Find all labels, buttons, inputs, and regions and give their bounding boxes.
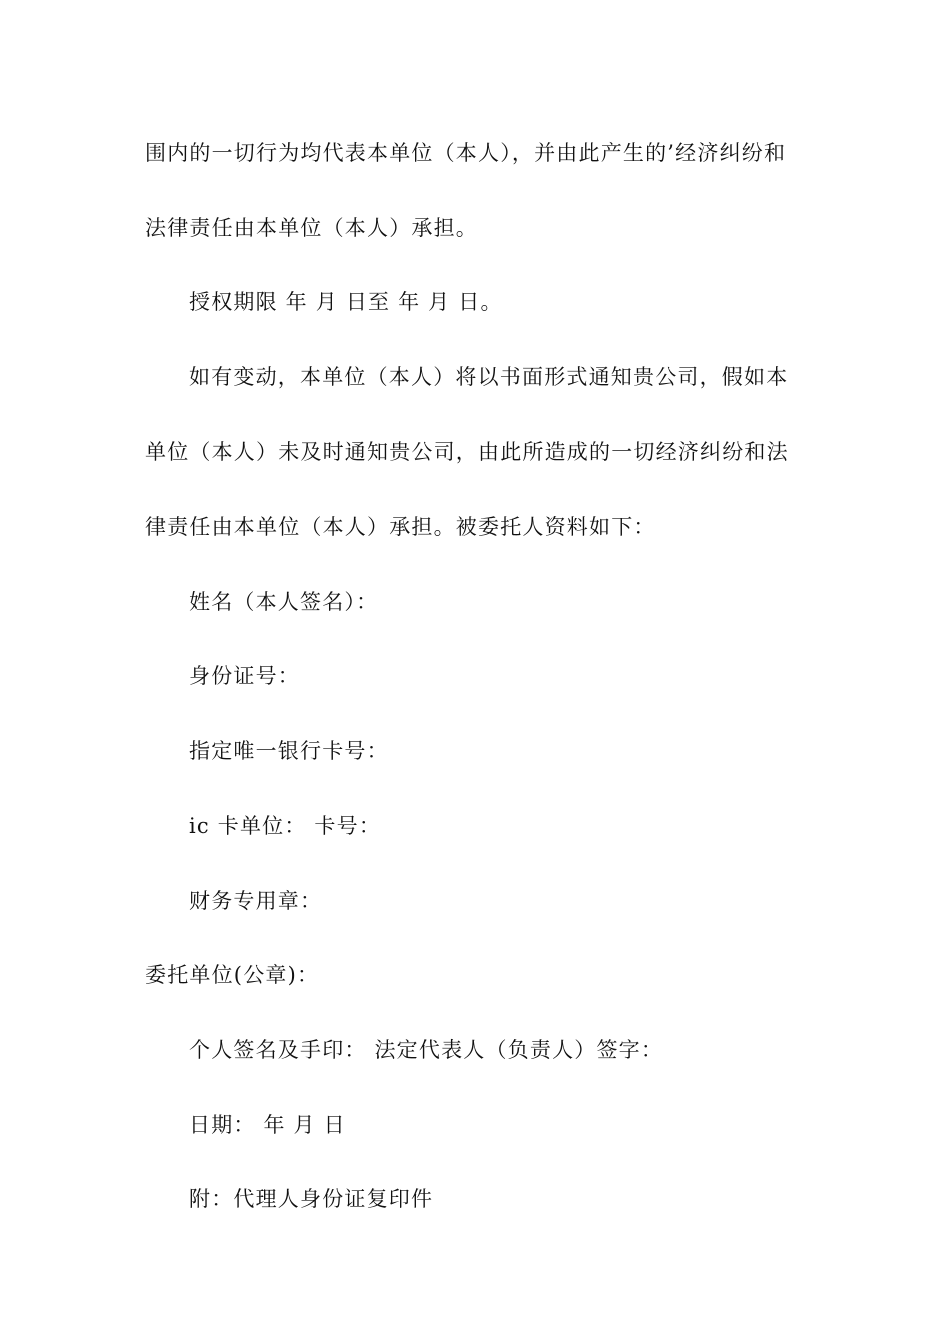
field-date: 日期： 年 月 日 (189, 1113, 346, 1137)
paragraph-line-2: 法律责任由本单位（本人）承担。 (145, 216, 478, 240)
paragraph-line-6: 律责任由本单位（本人）承担。被委托人资料如下： (145, 515, 656, 539)
field-signatures: 个人签名及手印： 法定代表人（负责人）签字： (189, 1038, 664, 1062)
field-bank-card: 指定唯一银行卡号： (189, 739, 389, 763)
paragraph-line-5: 单位（本人）未及时通知贵公司，由此所造成的一切经济纠纷和法 (145, 440, 789, 464)
field-entrusting-unit: 委托单位(公章)： (145, 963, 320, 987)
authorization-period: 授权期限 年 月 日至 年 月 日。 (189, 290, 503, 314)
attachment-note: 附：代理人身份证复印件 (189, 1187, 434, 1211)
field-ic-card: ic 卡单位： 卡号： (189, 814, 382, 838)
field-id-number: 身份证号： (189, 664, 300, 688)
paragraph-line-1: 围内的一切行为均代表本单位（本人），并由此产生的’经济纠纷和 (145, 141, 787, 165)
field-name-signature: 姓名（本人签名）： (189, 590, 379, 614)
paragraph-line-4: 如有变动，本单位（本人）将以书面形式通知贵公司，假如本 (189, 365, 789, 389)
field-finance-seal: 财务专用章： (189, 889, 323, 913)
